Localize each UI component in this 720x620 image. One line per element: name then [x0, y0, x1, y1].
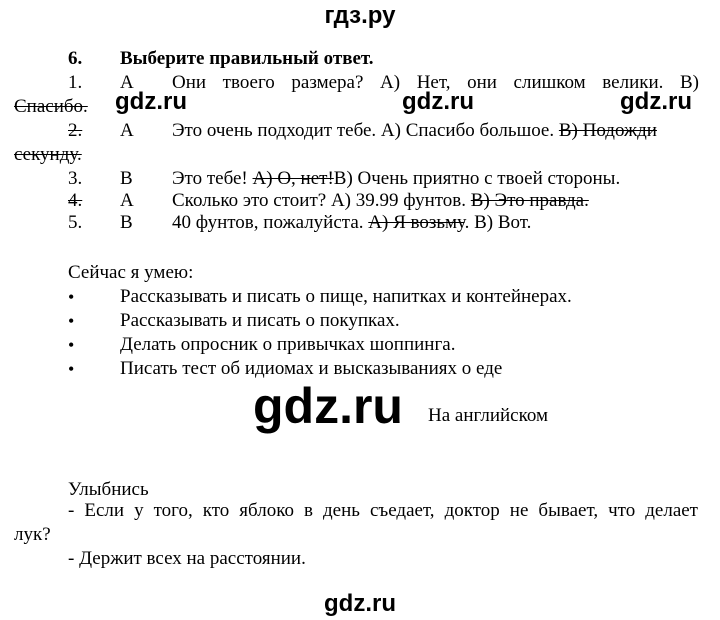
watermark: gdz.ru: [620, 88, 692, 115]
watermark: gdz.ru: [402, 88, 474, 115]
item-letter: A: [120, 120, 134, 141]
item-text-part: Сколько это стоит? A) 39.99 фунтов.: [172, 190, 471, 211]
item-letter: B: [120, 212, 133, 233]
bullet-icon: •: [68, 335, 75, 355]
item-text-part: Это тебе!: [172, 168, 253, 189]
skill-item: Делать опросник о привычках шоппинга.: [120, 334, 456, 355]
skill-item: Рассказывать и писать о покупках.: [120, 310, 400, 331]
item-struck-text: [14, 96, 88, 118]
english-label: На английском: [428, 405, 549, 426]
item-text: [172, 168, 620, 190]
item-text: [172, 120, 657, 142]
item-text: Они твоего размера? A) Нет, они слишком велики. B): [172, 72, 699, 93]
item-number: [68, 190, 82, 212]
struck-option: B) Это правда.: [470, 190, 589, 211]
item-text: [172, 190, 589, 212]
bullet-icon: •: [68, 359, 75, 379]
exercise-number: 6.: [68, 48, 83, 69]
smile-line: лук?: [14, 524, 51, 545]
smile-title: Улыбнись: [68, 479, 149, 500]
exercise-title: Выберите правильный ответ.: [120, 48, 374, 69]
item-text-part: Это очень подходит тебе. A) Спасибо большое.: [172, 120, 559, 141]
struck-number: 2.: [68, 120, 83, 141]
item-struck-text: [14, 144, 82, 166]
struck-option: B) Подожди: [558, 120, 657, 141]
item-letter: B: [120, 168, 133, 189]
item-text-part: 40 фунтов, пожалуйста.: [172, 212, 369, 233]
bullet-icon: •: [68, 311, 75, 331]
item-number: 1.: [68, 72, 83, 93]
item-letter: A: [120, 72, 134, 93]
struck-option: A) О, нет!: [252, 168, 334, 189]
struck-option: Спасибо.: [14, 96, 88, 117]
struck-option: секунду.: [14, 144, 82, 165]
watermark-large: gdz.ru: [253, 378, 403, 434]
footer-watermark: gdz.ru: [324, 590, 396, 617]
skill-item: Рассказывать и писать о пище, напитках и контейнерах.: [120, 286, 572, 307]
bullet-icon: •: [68, 287, 75, 307]
item-text: [172, 212, 531, 234]
watermark: gdz.ru: [115, 88, 187, 115]
item-number: [68, 120, 82, 142]
skills-title: Сейчас я умею:: [68, 262, 194, 283]
struck-option: A) Я возьму: [368, 212, 465, 233]
item-letter: A: [120, 190, 134, 211]
skill-item: Писать тест об идиомах и высказываниях о еде: [120, 358, 503, 379]
site-header: гдз.ру: [324, 2, 396, 29]
smile-line: - Держит всех на расстоянии.: [68, 548, 306, 569]
item-number: 5.: [68, 212, 83, 233]
item-text-part: B) Очень приятно с твоей стороны.: [333, 168, 621, 189]
item-text-part: . B) Вот.: [464, 212, 532, 233]
smile-line: - Если у того, кто яблоко в день съедает, доктор не бывает, что делает: [68, 500, 698, 521]
struck-number: 4.: [68, 190, 83, 211]
item-number: 3.: [68, 168, 83, 189]
